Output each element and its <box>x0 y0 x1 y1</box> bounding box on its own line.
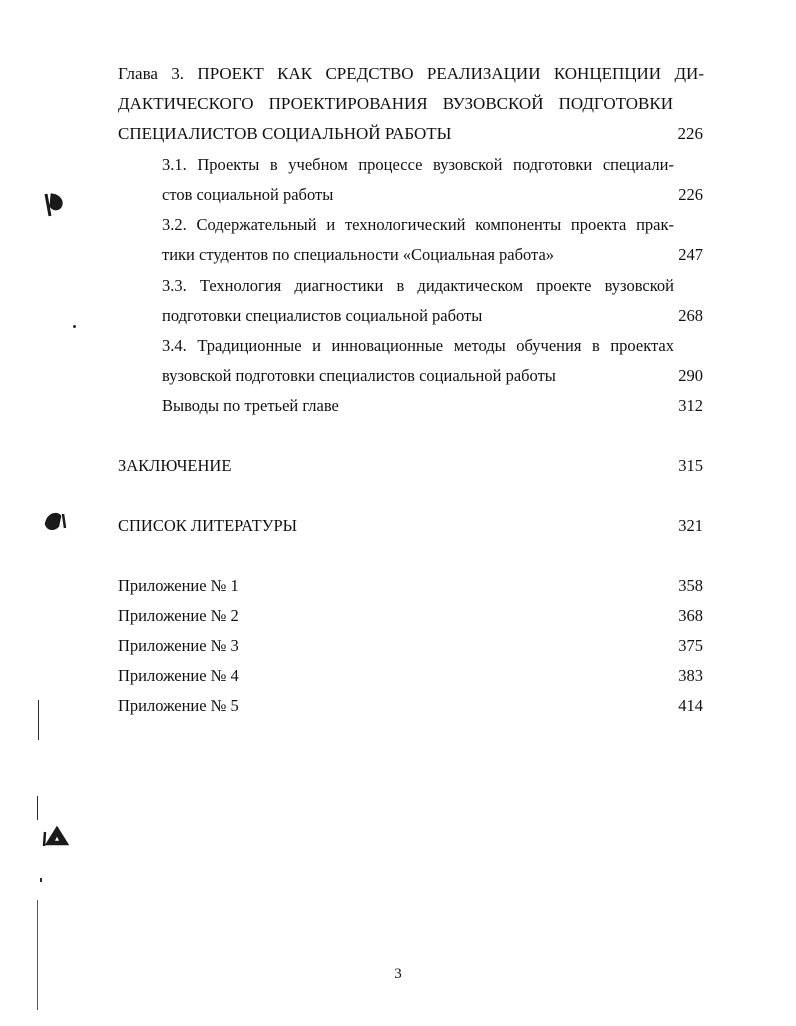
appendix-2-page-number: 368 <box>678 606 703 625</box>
appendix-1-label: Приложение № 1 <box>118 576 239 595</box>
appendix-2-label: Приложение № 2 <box>118 606 239 625</box>
section-title-3-2-part-2: тики студентов по специальности «Социальная работа» <box>162 245 555 264</box>
appendix-1-page-number: 358 <box>678 576 703 595</box>
toc-entry-line <box>0 361 796 391</box>
appendix-4-label: Приложение № 4 <box>118 666 239 685</box>
section-3-2-page-number: 247 <box>678 245 703 264</box>
toc-entry-line <box>0 180 796 210</box>
toc-entry-line <box>0 240 796 270</box>
appendix-entry <box>0 601 796 631</box>
chapter-conclusions-label: Выводы по третьей главе <box>162 396 339 415</box>
scan-dot <box>40 878 42 882</box>
section-title-3-1-part-2: стов социальной работы <box>162 185 334 204</box>
appendix-5-label: Приложение № 5 <box>118 696 239 715</box>
section-title-3-2-part-1: 3.2. Содержательный и технологический компоненты проекта прак- <box>162 215 674 234</box>
chapter-conclusions-page-number: 312 <box>678 396 703 415</box>
section-title-3-3-part-2: подготовки специалистов социальной работы <box>162 306 483 325</box>
appendix-entry <box>0 661 796 691</box>
appendix-3-label: Приложение № 3 <box>118 636 239 655</box>
chapter-title-part-3: СПЕЦИАЛИСТОВ СОЦИАЛЬНОЙ РАБОТЫ <box>118 124 452 143</box>
references-page-number: 321 <box>678 516 703 535</box>
appendix-entry <box>0 571 796 601</box>
toc-entry-line <box>0 271 796 301</box>
appendix-3-page-number: 375 <box>678 636 703 655</box>
scan-line <box>37 900 38 1010</box>
section-3-4-page-number: 290 <box>678 366 703 385</box>
section-title-3-1-part-1: 3.1. Проекты в учебном процессе вузовской подготовки специали- <box>162 155 674 174</box>
toc-entry-line <box>0 301 796 331</box>
toc-entry-line <box>0 150 796 180</box>
chapter-heading-line-3 <box>0 119 796 149</box>
toc-entry-line <box>0 391 796 421</box>
chapter-title-part-1: Глава 3. ПРОЕКТ КАК СРЕДСТВО РЕАЛИЗАЦИИ КОНЦЕПЦИИ ДИ- <box>118 64 704 83</box>
chapter-heading-line-1 <box>0 59 796 89</box>
conclusion-page-number: 315 <box>678 456 703 475</box>
section-3-3-page-number: 268 <box>678 306 703 325</box>
appendix-entry <box>0 691 796 721</box>
scan-line <box>37 796 38 820</box>
section-title-3-4-part-1: 3.4. Традиционные и инновационные методы обучения в проектах <box>162 336 674 355</box>
references-label: СПИСОК ЛИТЕРАТУРЫ <box>118 516 298 535</box>
chapter-heading-line-2 <box>0 89 796 119</box>
appendix-entry <box>0 631 796 661</box>
toc-entry-line <box>0 210 796 240</box>
chapter-page-number: 226 <box>677 124 703 143</box>
punch-hole-icon <box>40 190 68 220</box>
toc-entry-line <box>0 511 796 541</box>
scan-line <box>38 700 39 740</box>
chapter-title-part-2: ДАКТИЧЕСКОГО ПРОЕКТИРОВАНИЯ ВУЗОВСКОЙ ПОДГОТОВКИ <box>118 94 673 113</box>
scan-dot <box>73 325 76 328</box>
appendix-4-page-number: 383 <box>678 666 703 685</box>
appendix-5-page-number: 414 <box>678 696 703 715</box>
punch-hole-icon <box>42 508 70 534</box>
section-3-1-page-number: 226 <box>678 185 703 204</box>
section-title-3-4-part-2: вузовской подготовки специалистов социальной работы <box>162 366 556 385</box>
toc-entry-line <box>0 451 796 481</box>
toc-entry-line <box>0 331 796 361</box>
punch-hole-icon <box>42 824 72 850</box>
conclusion-label: ЗАКЛЮЧЕНИЕ <box>118 456 232 475</box>
section-title-3-3-part-1: 3.3. Технология диагностики в дидактическом проекте вузовской <box>162 276 674 295</box>
footer-page-number: 3 <box>394 966 402 982</box>
